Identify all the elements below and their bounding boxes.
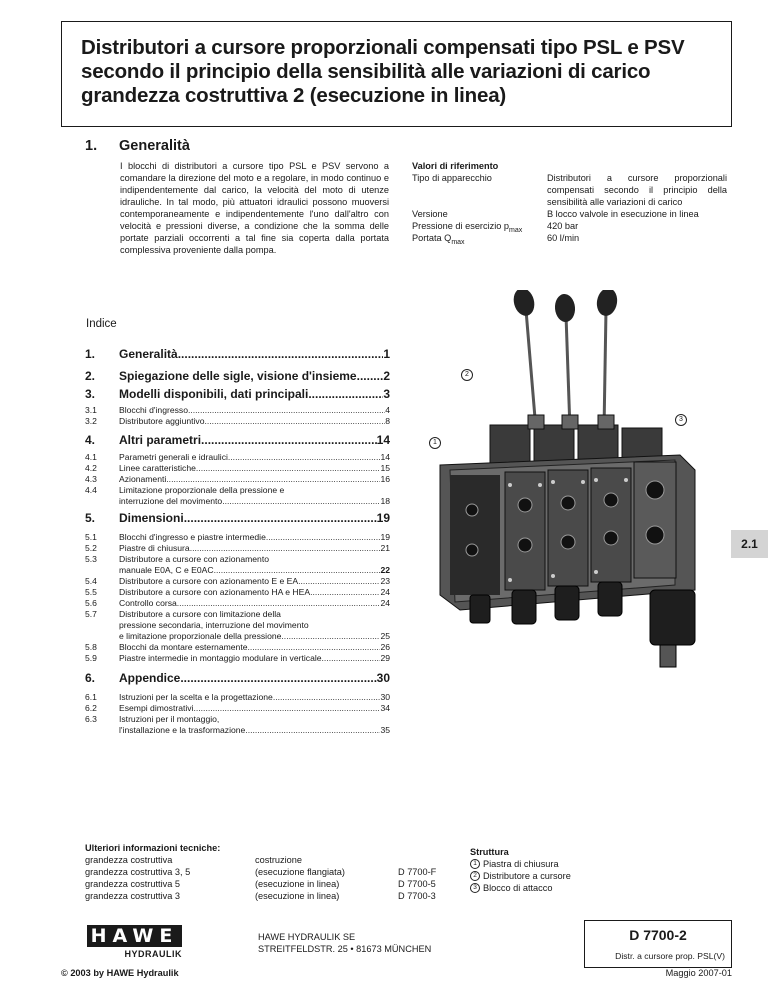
logo-subtitle: HYDRAULIK <box>124 949 182 959</box>
ref-label-flow: Portata $Q_{max}$ <box>412 233 465 246</box>
toc-label: e limitazione proporzionale della pressione <box>119 631 282 641</box>
toc-leader <box>188 405 385 415</box>
valve-block-illustration <box>410 290 710 680</box>
title-box <box>61 21 732 127</box>
toc-leader <box>222 496 380 506</box>
company-name: HAWE HYDRAULIK SE <box>258 932 356 942</box>
toc-page: 8 <box>385 416 390 426</box>
toc-number: 4.2 <box>85 463 97 473</box>
chapter-tab: 2.1 <box>731 530 768 558</box>
toc-page: 26 <box>380 642 390 652</box>
copyright: © 2003 by HAWE Hydraulik <box>61 968 179 978</box>
toc-label: Altri parametri <box>119 433 202 447</box>
toc-leader <box>166 474 380 484</box>
hawe-logo <box>87 925 182 959</box>
toc-leader <box>273 692 381 702</box>
toc-number: 5.8 <box>85 642 97 652</box>
toc-leader <box>266 532 381 542</box>
ref-value-pressure: 420 bar <box>547 221 579 231</box>
toc-page: 24 <box>380 598 390 608</box>
toc-number: 6.3 <box>85 714 97 724</box>
toc-leader <box>228 452 381 462</box>
toc-label: Blocchi d'ingresso e piastre intermedie <box>119 532 266 542</box>
index-label: Indice <box>86 318 117 330</box>
company-street: STREITFELDSTR. 25 • 81673 MÜNCHEN <box>258 944 432 954</box>
toc-leader <box>201 433 377 447</box>
toc-number: 3.1 <box>85 405 97 415</box>
toc-label: Piastre intermedie in montaggio modulare in verticale <box>119 653 322 663</box>
document-subtitle: Distr. a cursore prop. PSL(V) <box>615 951 725 961</box>
further-info-heading: Ulteriori informazioni tecniche: <box>85 843 221 853</box>
toc-page: 34 <box>380 703 390 713</box>
toc-page: 29 <box>380 653 390 663</box>
toc-label: Istruzioni per il montaggio, <box>119 714 220 724</box>
toc-number: 2. <box>85 369 96 383</box>
further-col-doc: D 7700-F D 7700-5 D 7700-3 <box>398 867 437 901</box>
toc-number: 5.7 <box>85 609 97 619</box>
toc-number: 5. <box>85 511 96 525</box>
toc-leader <box>180 671 376 685</box>
toc-page: 30 <box>380 692 390 702</box>
toc-number: 5.3 <box>85 554 97 564</box>
toc-page: 16 <box>380 474 390 484</box>
toc-label: Distributore a cursore con azionamento <box>119 554 269 564</box>
toc-label: Azionamenti <box>119 474 167 484</box>
toc-page: 23 <box>380 576 390 586</box>
toc-number: 5.4 <box>85 576 97 586</box>
document-code-box <box>584 920 732 968</box>
toc-number: 4.3 <box>85 474 97 484</box>
ref-label-pressure: Pressione di esercizio $p_{max}$ <box>412 221 523 234</box>
toc-number: 6. <box>85 671 96 685</box>
toc-number: 4. <box>85 433 96 447</box>
toc-number: 3. <box>85 387 96 401</box>
toc-page: 14 <box>380 452 390 462</box>
toc-page: 15 <box>380 463 390 473</box>
toc-label: Blocchi da montare esternamente <box>119 642 248 652</box>
page-title <box>81 36 731 108</box>
toc-leader <box>194 703 381 713</box>
structure-legend <box>470 846 571 894</box>
toc-label: Distributore aggiuntivo <box>119 416 205 426</box>
toc-page: 22 <box>380 565 390 575</box>
toc-number: 5.6 <box>85 598 97 608</box>
toc-page: 24 <box>380 587 390 597</box>
toc-label: Spiegazione delle sigle, visione d'insieme <box>119 369 357 383</box>
callout-2: 2 <box>461 369 473 381</box>
toc-page: 4 <box>385 405 390 415</box>
toc-leader <box>281 631 380 641</box>
toc-leader <box>298 576 380 586</box>
toc-number: 5.5 <box>85 587 97 597</box>
toc-label: l'installazione e la trasformazione <box>119 725 246 735</box>
toc-number: 6.1 <box>85 692 97 702</box>
toc-leader <box>178 347 384 361</box>
toc-label: Controllo corsa <box>119 598 177 608</box>
logo-wordmark: HAWE <box>87 925 182 947</box>
toc-page: 3 <box>383 387 390 401</box>
reference-heading: Valori di riferimento <box>412 161 499 171</box>
toc-number: 5.1 <box>85 532 97 542</box>
toc-label: pressione secondaria, interruzione del movimento <box>119 620 309 630</box>
toc-page: 25 <box>380 631 390 641</box>
further-col-size: grandezza costruttiva grandezza costruttiva 3, 5 grandezza costruttiva 5 grandezza costruttiva 3 <box>85 855 191 901</box>
toc-number: 1. <box>85 347 96 361</box>
toc-leader <box>308 387 383 401</box>
toc-number: 6.2 <box>85 703 97 713</box>
structure-item-3: 3 Blocco di attacco <box>470 882 571 894</box>
issue-date: Maggio 2007-01 <box>665 968 732 978</box>
further-col-design: costruzione (esecuzione flangiata) (esecuzione in linea) (esecuzione in linea) <box>255 855 345 901</box>
toc-page: 21 <box>380 543 390 553</box>
toc-leader <box>322 653 381 663</box>
section-title: Generalità <box>119 138 190 154</box>
toc-label: Limitazione proporzionale della pressione e <box>119 485 285 495</box>
company-address <box>258 931 431 955</box>
toc-leader <box>214 565 381 575</box>
toc-label: Distributore a cursore con azionamento HA e HEA <box>119 587 311 597</box>
toc-label: Appendice <box>119 671 181 685</box>
toc-page: 35 <box>380 725 390 735</box>
ref-value-version: B locco valvole in esecuzione in linea <box>547 209 699 219</box>
toc-leader <box>196 463 381 473</box>
toc-label: manuale E0A, C e E0AC <box>119 565 214 575</box>
intro-paragraph: I blocchi di distributori a cursore tipo PSL e PSV servono a comandare la direzione del moto e a regolare, in modo continuo e indipendentemente dal carico, la velocità del moto di utenze idrauliche. In tal modo, più attuatori idraulici possono muoversi contemporaneamente e indipendentemente l'uno dall'altro con velocità e pressioni diverse, a condizione che la somma delle portate parziali occorrenti a tal fine sia coperta dalla portata complessiva proveniente dalla pompa. <box>120 161 389 255</box>
toc-page: 30 <box>376 671 390 685</box>
ref-value-flow: 60 l/min <box>547 233 580 243</box>
ref-label-type: Tipo di apparecchio <box>412 173 492 183</box>
toc-leader <box>310 587 380 597</box>
toc-leader <box>205 416 386 426</box>
toc-label: Dimensioni <box>119 511 184 525</box>
toc-label: Distributore a cursore con limitazione della <box>119 609 281 619</box>
toc-leader <box>177 598 381 608</box>
title-line-2: secondo il principio della sensibilità alle variazioni di carico <box>81 60 651 83</box>
title-line-3: grandezza costruttiva 2 (esecuzione in linea) <box>81 84 507 107</box>
toc-label: Modelli disponibili, dati principali <box>119 387 309 401</box>
title-line-1: Distributori a cursore proporzionali compensati tipo PSL e PSV <box>81 36 685 59</box>
toc-leader <box>184 511 377 525</box>
document-code: D 7700-2 <box>629 927 687 943</box>
toc-label: Parametri generali e idraulici <box>119 452 228 462</box>
toc-leader <box>248 642 381 652</box>
structure-heading: Struttura <box>470 847 509 857</box>
callout-1: 1 <box>429 437 441 449</box>
callout-3: 3 <box>675 414 687 426</box>
toc-number: 4.4 <box>85 485 97 495</box>
toc-label: Blocchi d'ingresso <box>119 405 188 415</box>
toc-page: 18 <box>380 496 390 506</box>
lever-handles <box>511 290 620 430</box>
further-info <box>85 842 220 854</box>
toc-label: interruzione del movimento <box>119 496 223 506</box>
toc-leader <box>357 369 384 383</box>
structure-item-2: 2 Distributore a cursore <box>470 870 571 882</box>
toc-label: Piastre di chiusura <box>119 543 190 553</box>
toc-page: 14 <box>376 433 390 447</box>
toc-label: Distributore a cursore con azionamento E e EA <box>119 576 299 586</box>
toc-number: 5.2 <box>85 543 97 553</box>
toc-leader <box>245 725 380 735</box>
toc-label: Linee caratteristiche <box>119 463 196 473</box>
toc-number: 4.1 <box>85 452 97 462</box>
toc-page: 1 <box>383 347 390 361</box>
structure-item-1: 1 Piastra di chiusura <box>470 858 571 870</box>
toc-label: Esempi dimostrativi <box>119 703 194 713</box>
toc-number: 3.2 <box>85 416 97 426</box>
toc-page: 19 <box>376 511 390 525</box>
toc-number: 5.9 <box>85 653 97 663</box>
toc-page: 19 <box>380 532 390 542</box>
ref-value-type: Distributori a cursore proporzionali compensati secondo il principio della sensibilità alle variazioni di carico <box>547 173 727 207</box>
toc-page: 2 <box>383 369 390 383</box>
toc-label: Generalità <box>119 347 178 361</box>
ref-label-version: Versione <box>412 209 448 219</box>
toc-label: Istruzioni per la scelta e la progettazione <box>119 692 273 702</box>
toc-leader <box>190 543 381 553</box>
section-number: 1. <box>85 138 98 154</box>
